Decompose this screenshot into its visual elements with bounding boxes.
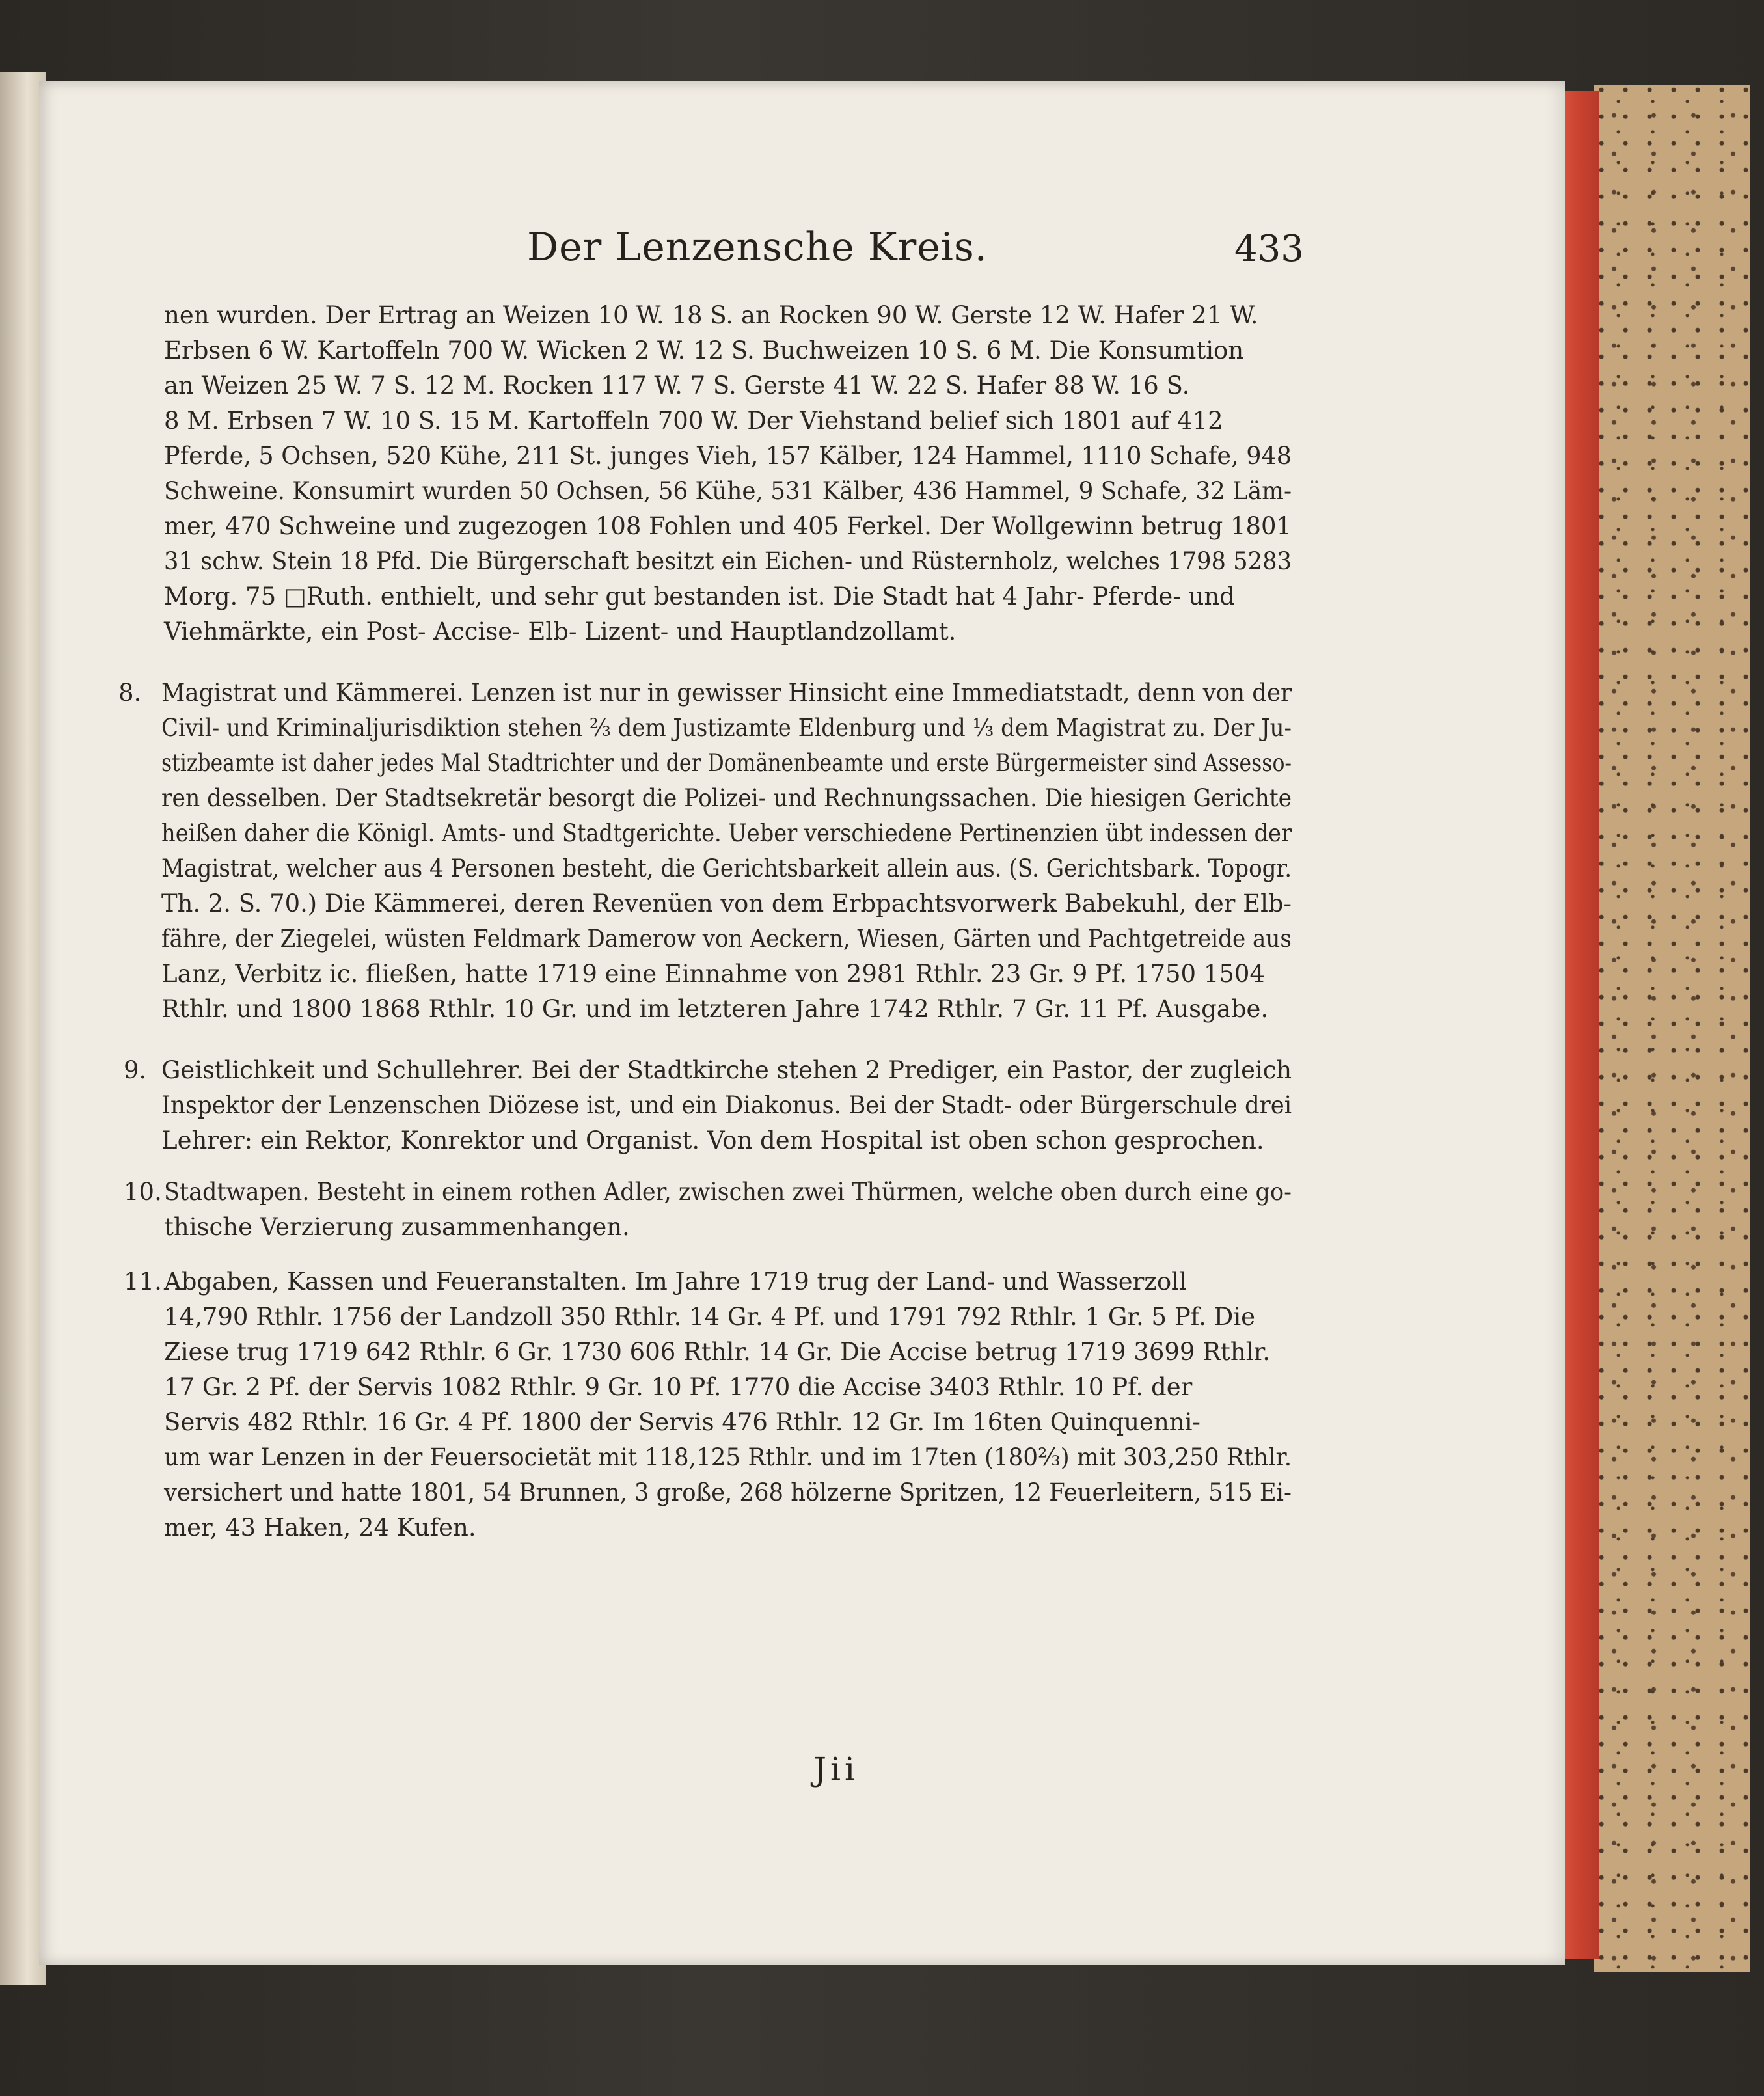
text-line: versichert und hatte 1801, 54 Brunnen, 3 große, 268 hölzerne Spritzen, 12 Feuerleitern, 515 Ei- <box>164 1478 1292 1506</box>
catchword: Jii <box>813 1750 860 1788</box>
section-number: 10. <box>124 1178 162 1206</box>
text-line: Stadtwapen. Besteht in einem rothen Adler, zwischen zwei Thürmen, welche oben durch eine go- <box>164 1178 1292 1206</box>
page-number: 433 <box>1234 228 1304 270</box>
text-line: mer, 470 Schweine und zugezogen 108 Fohlen und 405 Ferkel. Der Wollgewinn betrug 1801 <box>164 512 1292 540</box>
text-line: Servis 482 Rthlr. 16 Gr. 4 Pf. 1800 der Servis 476 Rthlr. 12 Gr. Im 16ten Quinquenni- <box>164 1408 1201 1436</box>
text-line: 17 Gr. 2 Pf. der Servis 1082 Rthlr. 9 Gr. 10 Pf. 1770 die Accise 3403 Rthlr. 10 Pf. der <box>164 1373 1193 1401</box>
text-line: Abgaben, Kassen und Feueranstalten. Im Jahre 1719 trug der Land- und Wasserzoll <box>164 1268 1187 1296</box>
text-line: thische Verzierung zusammenhangen. <box>164 1213 630 1241</box>
text-line: Magistrat und Kämmerei. Lenzen ist nur in gewisser Hinsicht eine Immediatstadt, denn von der <box>161 679 1292 707</box>
text-line: um war Lenzen in der Feuersocietät mit 118,125 Rthlr. und im 17ten (180⅔) mit 303,250 Rthlr. <box>164 1443 1292 1471</box>
text-line: 8 M. Erbsen 7 W. 10 S. 15 M. Kartoffeln 700 W. Der Viehstand belief sich 1801 auf 412 <box>164 407 1223 435</box>
text-line: Rthlr. und 1800 1868 Rthlr. 10 Gr. und im letzteren Jahre 1742 Rthlr. 7 Gr. 11 Pf. Ausgabe. <box>161 995 1269 1023</box>
text-line: mer, 43 Haken, 24 Kufen. <box>164 1514 476 1542</box>
text-line: Erbsen 6 W. Kartoffeln 700 W. Wicken 2 W. 12 S. Buchweizen 10 S. 6 M. Die Konsumtion <box>164 336 1244 364</box>
text-line: ren desselben. Der Stadtsekretär besorgt die Polizei- und Rechnungssachen. Die hiesigen Gerichte <box>161 784 1292 812</box>
text-line: Pferde, 5 Ochsen, 520 Kühe, 211 St. junges Vieh, 157 Kälber, 124 Hammel, 1110 Schafe, 948 <box>164 442 1292 470</box>
section-number: 9. <box>124 1056 147 1084</box>
text-line: nen wurden. Der Ertrag an Weizen 10 W. 18 S. an Rocken 90 W. Gerste 12 W. Hafer 21 W. <box>164 301 1258 329</box>
book-cover-edge <box>1594 85 1750 1972</box>
text-line: an Weizen 25 W. 7 S. 12 M. Rocken 117 W. 7 S. Gerste 41 W. 22 S. Hafer 88 W. 16 S. <box>164 372 1190 400</box>
text-line: Inspektor der Lenzenschen Diözese ist, und ein Diakonus. Bei der Stadt- oder Bürgerschule drei <box>161 1091 1292 1119</box>
text-line: Th. 2. S. 70.) Die Kämmerei, deren Revenüen von dem Erbpachtsvorwerk Babekuhl, der Elb- <box>161 890 1292 918</box>
text-line: stizbeamte ist daher jedes Mal Stadtrichter und der Domänenbeamte und erste Bürgermeister sind Assesso- <box>161 749 1292 777</box>
text-line: Ziese trug 1719 642 Rthlr. 6 Gr. 1730 606 Rthlr. 14 Gr. Die Accise betrug 1719 3699 Rthlr. <box>164 1338 1270 1366</box>
text-line: Lanz, Verbitz ic. fließen, hatte 1719 eine Einnahme von 2981 Rthlr. 23 Gr. 9 Pf. 1750 1504 <box>161 960 1265 988</box>
text-line: fähre, der Ziegelei, wüsten Feldmark Damerow von Aeckern, Wiesen, Gärten und Pachtgetreide aus <box>161 925 1292 953</box>
text-line: 31 schw. Stein 18 Pfd. Die Bürgerschaft besitzt ein Eichen- und Rüsternholz, welches 1798 5283 <box>164 547 1292 575</box>
text-line: Viehmärkte, ein Post- Accise- Elb- Lizent- und Hauptlandzollamt. <box>164 618 957 646</box>
section-number: 8. <box>118 679 142 707</box>
running-head: Der Lenzensche Kreis. <box>527 225 988 270</box>
text-line: 14,790 Rthlr. 1756 der Landzoll 350 Rthlr. 14 Gr. 4 Pf. und 1791 792 Rthlr. 1 Gr. 5 Pf. Die <box>164 1303 1256 1331</box>
red-page-edges <box>1560 91 1599 1959</box>
text-line: Magistrat, welcher aus 4 Personen besteht, die Gerichtsbarkeit allein aus. (S. Gerichtsbark. Topogr. <box>161 854 1292 882</box>
text-line: Morg. 75 □Ruth. enthielt, und sehr gut bestanden ist. Die Stadt hat 4 Jahr- Pferde- und <box>164 582 1235 610</box>
text-line: Schweine. Konsumirt wurden 50 Ochsen, 56 Kühe, 531 Kälber, 436 Hammel, 9 Schafe, 32 Läm- <box>164 477 1292 505</box>
section-number: 11. <box>124 1268 162 1296</box>
text-line: Lehrer: ein Rektor, Konrektor und Organist. Von dem Hospital ist oben schon gesprochen. <box>161 1126 1264 1154</box>
text-line: Civil- und Kriminaljurisdiktion stehen ⅔ dem Justizamte Eldenburg und ⅓ dem Magistrat zu. Der Ju- <box>161 714 1292 742</box>
text-line: heißen daher die Königl. Amts- und Stadtgerichte. Ueber verschiedene Pertinenzien übt indessen der <box>161 819 1292 847</box>
text-line: Geistlichkeit und Schullehrer. Bei der Stadtkirche stehen 2 Prediger, ein Pastor, der zugleich <box>161 1056 1292 1084</box>
